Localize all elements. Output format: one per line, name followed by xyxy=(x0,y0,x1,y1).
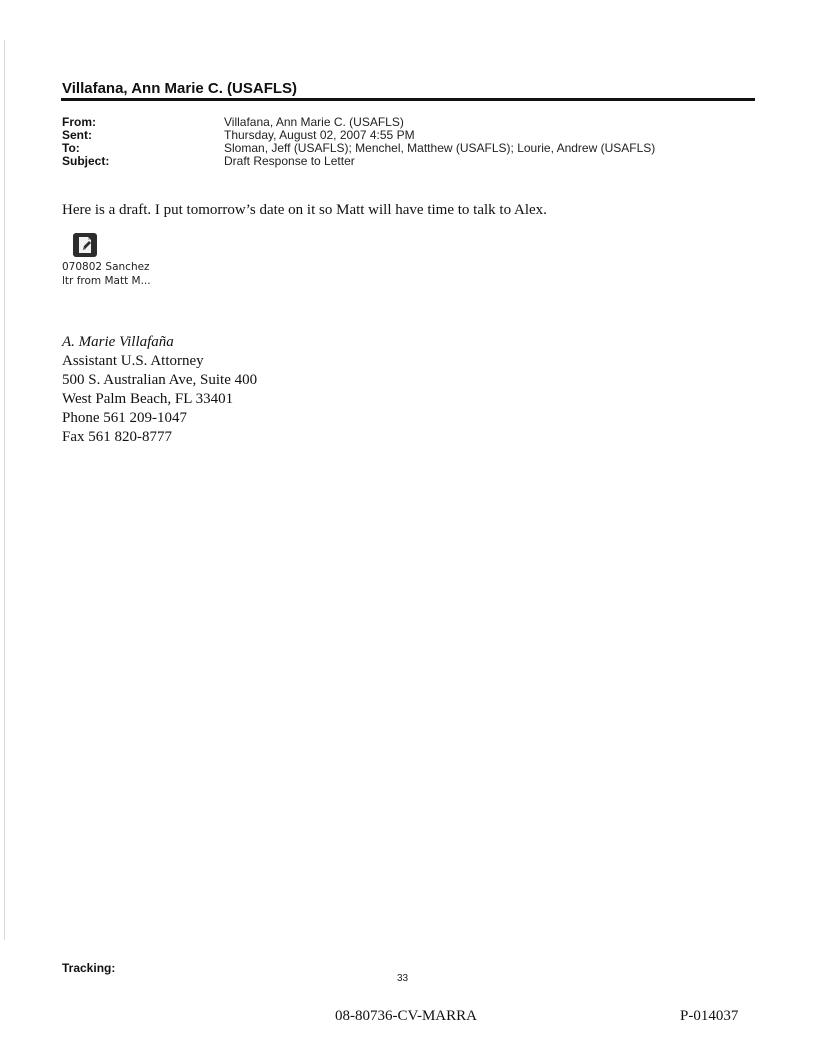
signature-line: West Palm Beach, FL 33401 xyxy=(62,391,234,407)
page-edge-line xyxy=(4,40,5,940)
sender-title: Villafana, Ann Marie C. (USAFLS) xyxy=(62,80,298,97)
header-value: Sloman, Jeff (USAFLS); Menchel, Matthew (USAFLS); Lourie, Andrew (USAFLS) xyxy=(224,141,656,155)
header-label: From: xyxy=(62,115,96,129)
header-value: Villafana, Ann Marie C. (USAFLS) xyxy=(224,115,404,129)
bates-number: P-014037 xyxy=(680,1008,739,1024)
header-label: To: xyxy=(62,141,80,155)
attachment-name-line2: ltr from Matt M... xyxy=(62,275,151,287)
attachment-name-line1: 070802 Sanchez xyxy=(62,261,150,273)
header-row-subject xyxy=(62,155,655,168)
tracking-label: Tracking: xyxy=(62,961,116,975)
title-divider xyxy=(61,98,755,101)
email-headers xyxy=(62,116,655,168)
page-number: 33 xyxy=(397,973,409,984)
header-value: Draft Response to Letter xyxy=(224,154,355,168)
header-label: Subject: xyxy=(62,154,110,168)
header-value: Thursday, August 02, 2007 4:55 PM xyxy=(224,128,415,142)
signature-line: Fax 561 820-8777 xyxy=(62,429,172,445)
header-row-to xyxy=(62,142,655,155)
signature-line: Phone 561 209-1047 xyxy=(62,410,187,426)
document-pen-icon[interactable] xyxy=(73,233,97,257)
header-label: Sent: xyxy=(62,128,92,142)
email-body: Here is a draft. I put tomorrow’s date on it so Matt will have time to talk to Alex. xyxy=(62,202,547,218)
signature-block xyxy=(62,333,257,447)
attachment[interactable] xyxy=(62,233,172,288)
case-number: 08-80736-CV-MARRA xyxy=(335,1008,477,1024)
signature-line: 500 S. Australian Ave, Suite 400 xyxy=(62,372,258,388)
signature-line: Assistant U.S. Attorney xyxy=(62,353,204,369)
signature-name: A. Marie Villafaña xyxy=(62,334,174,350)
